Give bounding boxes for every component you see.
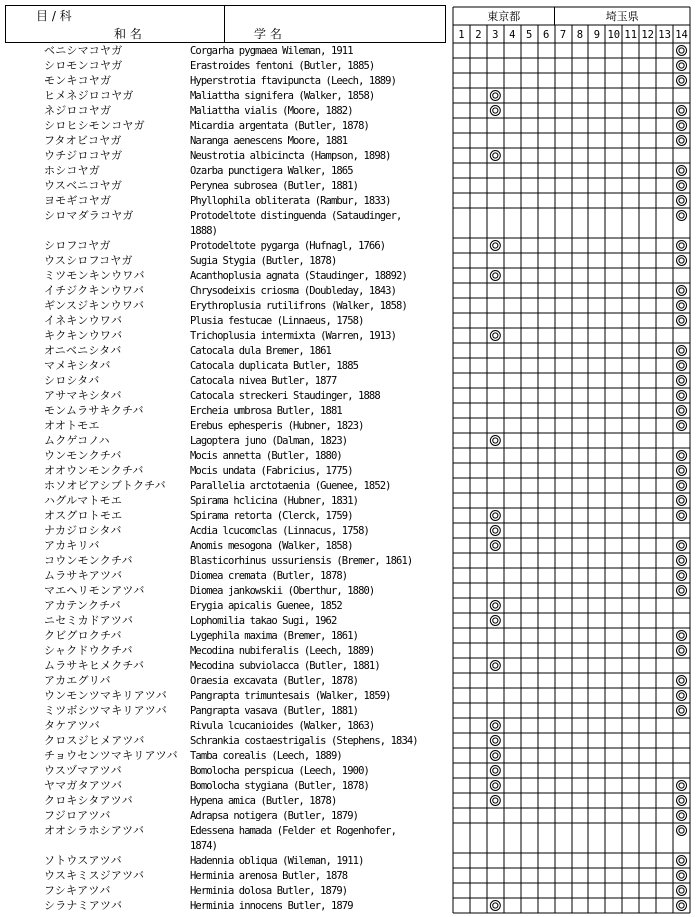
scientific-name: Naranga aenescens Moore, 1881 [190, 135, 348, 147]
occurrence-mark [677, 856, 687, 866]
occurrence-mark [677, 256, 687, 266]
scientific-name: Pangrapta vasava (Butler, 1881) [190, 705, 359, 717]
scientific-name: Spirama hclicina (Hubner, 1831) [190, 495, 359, 507]
occurrence-mark [677, 301, 687, 311]
occurrence-mark-inner [679, 798, 684, 803]
occurrence-mark-inner [679, 648, 684, 653]
scientific-name: Chrysodeixis criosma (Doubleday, 1843) [190, 285, 397, 297]
occurrence-mark [490, 766, 500, 776]
scientific-name: Edessena hamada (Felder et Rogenhofer, [190, 825, 397, 837]
scientific-name: Plusia festucae (Linnaeus, 1758) [190, 315, 364, 327]
japanese-name: チョウセンツマキリアツバ [44, 749, 178, 762]
japanese-name: シロヒシモンコヤガ [44, 119, 145, 132]
scientific-name: Adrapsa notigera (Butler, 1879) [190, 810, 359, 822]
occurrence-mark [490, 901, 500, 911]
japanese-name: コウンモンクチバ [44, 554, 133, 567]
japanese-name: ウンモンクチバ [44, 449, 122, 462]
occurrence-mark-inner [679, 783, 684, 788]
occurrence-mark-inner [493, 663, 498, 668]
japanese-name: モンキコヤガ [44, 74, 112, 87]
occurrence-mark-inner [679, 498, 684, 503]
occurrence-mark [677, 376, 687, 386]
occurrence-mark [677, 136, 687, 146]
japanese-name: ベニシマコヤガ [44, 44, 123, 57]
scientific-name: Mocis undata (Fabricius, 1775) [190, 465, 353, 477]
occurrence-mark-inner [679, 258, 684, 263]
scientific-name: Herminia arenosa Butler, 1878 [190, 870, 348, 882]
scientific-name: Tamba corealis (Leech, 1889) [190, 750, 342, 762]
occurrence-mark [677, 316, 687, 326]
column-number: 12 [641, 29, 655, 41]
occurrence-mark [677, 781, 687, 791]
scientific-name: Bomolocha stygiana (Butler, 1878) [190, 780, 369, 792]
japanese-name: ウスヅマアツバ [44, 764, 122, 777]
occurrence-mark [490, 331, 500, 341]
japanese-name: シラナミアツバ [44, 899, 123, 912]
occurrence-mark-inner [679, 348, 684, 353]
occurrence-mark [677, 811, 687, 821]
occurrence-mark-inner [679, 573, 684, 578]
japanese-name: ソトウスアツバ [44, 854, 122, 867]
occurrence-mark [677, 886, 687, 896]
occurrence-mark-inner [679, 318, 684, 323]
japanese-name: ミツモンキンウワバ [44, 269, 145, 282]
column-number: 14 [675, 29, 688, 41]
occurrence-mark [677, 451, 687, 461]
japanese-name: ヨモギコヤガ [44, 194, 112, 207]
occurrence-mark [490, 241, 500, 251]
occurrence-mark-inner [679, 693, 684, 698]
occurrence-mark [490, 91, 500, 101]
scientific-name: Phyllophila obliterata (Rambur, 1833) [190, 195, 391, 207]
occurrence-mark-inner [493, 153, 498, 158]
occurrence-mark [677, 391, 687, 401]
scientific-name-header: 学 名 [254, 27, 282, 41]
occurrence-mark [677, 871, 687, 881]
occurrence-mark-inner [679, 243, 684, 248]
column-number: 6 [542, 29, 550, 41]
occurrence-mark [677, 106, 687, 116]
japanese-name: オスグロトモエ [44, 509, 123, 522]
scientific-name: Acanthoplusia agnata (Staudinger, 18892) [190, 270, 407, 282]
occurrence-mark-inner [679, 588, 684, 593]
japanese-name: フタオビコヤガ [44, 134, 122, 147]
occurrence-mark [677, 541, 687, 551]
column-number: 2 [475, 29, 482, 41]
japanese-name: ムラサキヒメクチバ [44, 659, 145, 672]
occurrence-mark [490, 271, 500, 281]
column-number: 4 [509, 29, 516, 41]
japanese-name: クビグロクチバ [44, 629, 122, 642]
scientific-name: Rivula lcucanioides (Walker, 1863) [190, 720, 375, 732]
occurrence-mark [677, 571, 687, 581]
occurrence-mark [490, 106, 500, 116]
column-number: 5 [526, 29, 533, 41]
japanese-name: クロキシタアツバ [44, 794, 133, 807]
japanese-name: ムラサキアツバ [44, 569, 123, 582]
occurrence-mark-inner [493, 783, 498, 788]
scientific-name: Protodeltote pygarga (Hufnagl, 1766) [190, 240, 386, 252]
region-saitama-header: 埼玉県 [605, 10, 639, 23]
occurrence-mark-inner [493, 438, 498, 443]
japanese-name: ウスベニコヤガ [44, 179, 123, 192]
occurrence-mark-inner [679, 453, 684, 458]
occurrence-mark-inner [679, 363, 684, 368]
occurrence-mark [677, 121, 687, 131]
scientific-name: Diomea jankowskii (Oberthur, 1880) [190, 585, 375, 597]
scientific-name: Hypena amica (Butler, 1878) [190, 795, 337, 807]
scientific-name: Spirama retorta (Clerck, 1759) [190, 510, 353, 522]
scientific-name: Trichoplusia intermixta (Warren, 1913) [190, 330, 397, 342]
japanese-name: イネキンウワバ [44, 314, 123, 327]
occurrence-mark-inner [679, 63, 684, 68]
japanese-name: シロシタバ [44, 374, 100, 387]
japanese-name: シャクドウクチバ [44, 644, 133, 657]
scientific-name: Oraesia excavata (Butler, 1878) [190, 675, 359, 687]
japanese-name: アサマキシタバ [44, 389, 122, 402]
japanese-name: ヤマガタアツバ [44, 779, 123, 792]
occurrence-mark [677, 586, 687, 596]
occurrence-mark [490, 511, 500, 521]
occurrence-mark-inner [493, 93, 498, 98]
occurrence-mark-inner [679, 708, 684, 713]
occurrence-mark-inner [493, 273, 498, 278]
occurrence-mark-inner [679, 543, 684, 548]
occurrence-mark-inner [679, 393, 684, 398]
occurrence-mark-inner [679, 408, 684, 413]
occurrence-mark-inner [493, 798, 498, 803]
column-number: 1 [458, 29, 465, 41]
scientific-name: Schrankia costaestrigalis (Stephens, 1834) [190, 735, 418, 747]
japanese-name: マエヘリモンアツバ [44, 584, 145, 597]
scientific-name: Neustrotia albicincta (Hampson, 1898) [190, 150, 391, 162]
scientific-name: Anomis mesogona (Walker, 1858) [190, 540, 353, 552]
occurrence-mark [677, 211, 687, 221]
occurrence-mark-inner [679, 213, 684, 218]
occurrence-mark-inner [679, 138, 684, 143]
scientific-name: Pangrapta trimuntesais (Walker, 1859) [190, 690, 391, 702]
scientific-name: Hadennia obliqua (Wileman, 1911) [190, 855, 364, 867]
occurrence-mark-inner [493, 243, 498, 248]
scientific-name: Sugia Stygia (Butler, 1878) [190, 255, 337, 267]
occurrence-mark-inner [679, 183, 684, 188]
occurrence-mark-inner [679, 828, 684, 833]
scientific-name: Ercheia umbrosa Butler, 1881 [190, 405, 342, 417]
occurrence-mark [677, 631, 687, 641]
japanese-name: フシキアツバ [44, 884, 111, 897]
occurrence-mark-inner [679, 303, 684, 308]
occurrence-mark-inner [679, 423, 684, 428]
occurrence-mark-inner [679, 123, 684, 128]
occurrence-mark [677, 511, 687, 521]
scientific-name: Perynea subrosea (Butler, 1881) [190, 180, 359, 192]
scientific-name: Erastroides fentoni (Butler, 1885) [190, 60, 375, 72]
japanese-name: ウスキミスジアツバ [44, 869, 145, 882]
scientific-name: Catocala duplicata Butler, 1885 [190, 360, 359, 372]
scientific-name: Lagoptera juno (Dalman, 1823) [190, 435, 348, 447]
japanese-name: ヒメネジロコヤガ [44, 89, 134, 102]
occurrence-mark-inner [679, 633, 684, 638]
occurrence-mark [677, 46, 687, 56]
occurrence-mark-inner [493, 108, 498, 113]
column-number: 9 [593, 29, 601, 41]
occurrence-mark-inner [493, 738, 498, 743]
region-tokyo-header: 東京都 [487, 10, 521, 23]
japanese-name: シロフコヤガ [44, 239, 111, 252]
japanese-name: オニベニシタバ [44, 344, 122, 357]
occurrence-mark-inner [493, 753, 498, 758]
occurrence-mark [677, 286, 687, 296]
occurrence-mark [677, 481, 687, 491]
occurrence-mark [490, 616, 500, 626]
occurrence-mark-inner [679, 558, 684, 563]
occurrence-mark [677, 901, 687, 911]
scientific-name: Corgarha pygmaea Wileman, 1911 [190, 45, 353, 57]
occurrence-mark-inner [493, 513, 498, 518]
occurrence-mark-inner [679, 288, 684, 293]
occurrence-mark-inner [679, 888, 684, 893]
scientific-name: Parallelia arctotaenia (Guenee, 1852) [190, 480, 391, 492]
japanese-name: ウチジロコヤガ [44, 149, 123, 162]
occurrence-mark-inner [493, 543, 498, 548]
japanese-name: ホソオビアシブトクチバ [44, 479, 166, 492]
scientific-name: Bomolocha perspicua (Leech, 1900) [190, 765, 369, 777]
column-number: 11 [624, 29, 638, 41]
order-family-header: 目 / 科 [36, 9, 72, 23]
japanese-name: ミツボシツマキリアツバ [44, 704, 167, 717]
occurrence-mark-inner [679, 198, 684, 203]
occurrence-mark [490, 526, 500, 536]
column-number: 7 [559, 29, 567, 41]
occurrence-mark-inner [493, 333, 498, 338]
occurrence-mark-inner [679, 108, 684, 113]
occurrence-mark-inner [493, 618, 498, 623]
japanese-name: ホシコヤガ [44, 164, 100, 177]
occurrence-mark-inner [679, 678, 684, 683]
japanese-name: アカテンクチバ [44, 599, 121, 612]
occurrence-mark [677, 496, 687, 506]
scientific-name: Blasticorhinus ussuriensis (Bremer, 1861) [190, 555, 413, 567]
japanese-name: オオウンモンクチバ [44, 464, 144, 477]
scientific-name: 1888) [190, 225, 218, 237]
occurrence-mark [677, 361, 687, 371]
occurrence-mark-inner [679, 168, 684, 173]
occurrence-mark [490, 661, 500, 671]
column-number: 13 [658, 29, 671, 41]
scientific-name: Erebus ephesperis (Hubner, 1823) [190, 420, 364, 432]
japanese-name-header: 和 名 [114, 27, 142, 41]
japanese-name: ナカジロシタバ [44, 524, 122, 537]
occurrence-mark [677, 691, 687, 701]
scientific-name: Catocala dula Bremer, 1861 [190, 345, 331, 357]
occurrence-mark [490, 151, 500, 161]
scientific-name: Mocis annetta (Butler, 1880) [190, 450, 342, 462]
occurrence-mark [490, 541, 500, 551]
occurrence-mark-inner [493, 768, 498, 773]
occurrence-mark [677, 406, 687, 416]
japanese-name: ニセミカドアツバ [44, 614, 134, 627]
occurrence-mark-inner [679, 813, 684, 818]
column-number: 8 [576, 29, 584, 41]
occurrence-mark-inner [679, 513, 684, 518]
occurrence-mark [677, 196, 687, 206]
scientific-name: Ozarba punctigera Walker, 1865 [190, 165, 353, 177]
occurrence-mark [490, 796, 500, 806]
occurrence-mark-inner [679, 903, 684, 908]
occurrence-mark [677, 241, 687, 251]
scientific-name: Maliattha vialis (Moore, 1882) [190, 105, 353, 117]
occurrence-mark [677, 61, 687, 71]
japanese-name: ウスシロフコヤガ [44, 254, 133, 267]
scientific-name: Erythroplusia rutilifrons (Walker, 1858) [190, 300, 407, 312]
japanese-name: アカキリバ [44, 539, 100, 552]
japanese-name: イチジクキンウワバ [44, 284, 145, 297]
occurrence-mark [677, 181, 687, 191]
occurrence-mark [677, 826, 687, 836]
occurrence-mark-inner [493, 528, 498, 533]
japanese-name: ネジロコヤガ [44, 104, 112, 117]
column-number: 3 [492, 29, 499, 41]
scientific-name: Acdia lcucomclas (Linnacus, 1758) [190, 525, 369, 537]
occurrence-mark [677, 76, 687, 86]
occurrence-mark-inner [679, 78, 684, 83]
japanese-name: フジロアツバ [44, 809, 111, 822]
scientific-name: Maliattha signifera (Walker, 1858) [190, 90, 375, 102]
scientific-name: Lophomilia takao Sugi, 1962 [190, 615, 337, 627]
occurrence-mark [490, 781, 500, 791]
occurrence-mark [677, 676, 687, 686]
japanese-name: シロモンコヤガ [44, 59, 123, 72]
occurrence-mark [490, 751, 500, 761]
scientific-name: Mecodina subviolacca (Butler, 1881) [190, 660, 380, 672]
scientific-name: Herminia dolosa Butler, 1879) [190, 885, 348, 897]
occurrence-mark [677, 421, 687, 431]
occurrence-mark [677, 166, 687, 176]
occurrence-mark-inner [679, 468, 684, 473]
scientific-name: Protodeltote distinguenda (Sataudinger, [190, 210, 402, 222]
scientific-name: Erygia apicalis Guenee, 1852 [190, 600, 342, 612]
occurrence-mark [677, 556, 687, 566]
occurrence-mark [490, 601, 500, 611]
japanese-name: オオトモエ [44, 419, 100, 432]
scientific-name: Catocala streckeri Staudinger, 1888 [190, 390, 380, 402]
scientific-name: Catocala nivea Butler, 1877 [190, 375, 337, 387]
occurrence-mark [677, 466, 687, 476]
occurrence-mark-inner [679, 483, 684, 488]
occurrence-mark-inner [679, 378, 684, 383]
scientific-name: Mecodina nubiferalis (Leech, 1889) [190, 645, 375, 657]
japanese-name: ウンモンツマキリアツバ [44, 689, 167, 702]
occurrence-mark [677, 646, 687, 656]
occurrence-mark [677, 346, 687, 356]
japanese-name: オオシラホシアツバ [44, 824, 145, 837]
scientific-name: 1874) [190, 840, 218, 852]
occurrence-mark [490, 436, 500, 446]
japanese-name: キクキンウワバ [44, 329, 123, 342]
occurrence-mark [490, 721, 500, 731]
occurrence-mark-inner [493, 603, 498, 608]
occurrence-mark-inner [493, 723, 498, 728]
japanese-name: シロマダラコヤガ [44, 209, 134, 222]
scientific-name: Herminia innocens Butler, 1879 [190, 900, 353, 912]
japanese-name: アカエグリバ [44, 674, 111, 687]
occurrence-mark-inner [679, 858, 684, 863]
column-number: 10 [607, 29, 621, 41]
japanese-name: ハグルマトモエ [44, 494, 123, 507]
occurrence-mark [677, 706, 687, 716]
scientific-name: Diomea cremata (Butler, 1878) [190, 570, 348, 582]
scientific-name: Lygephila maxima (Bremer, 1861) [190, 630, 359, 642]
occurrence-mark [677, 796, 687, 806]
occurrence-mark [490, 736, 500, 746]
scientific-name: Micardia argentata (Butler, 1878) [190, 120, 369, 132]
occurrence-mark-inner [679, 48, 684, 53]
scientific-name: Hyperstrotia ftavipuncta (Leech, 1889) [190, 75, 397, 87]
japanese-name: マメキシタバ [44, 359, 111, 372]
japanese-name: タケアツバ [44, 719, 100, 732]
japanese-name: モンムラサキクチバ [44, 404, 144, 417]
japanese-name: クロスジヒメアツバ [44, 734, 145, 747]
japanese-name: ギンスジキンウワバ [44, 299, 145, 312]
occurrence-mark-inner [679, 873, 684, 878]
occurrence-mark-inner [493, 903, 498, 908]
japanese-name: ムクゲコノハ [44, 434, 110, 447]
